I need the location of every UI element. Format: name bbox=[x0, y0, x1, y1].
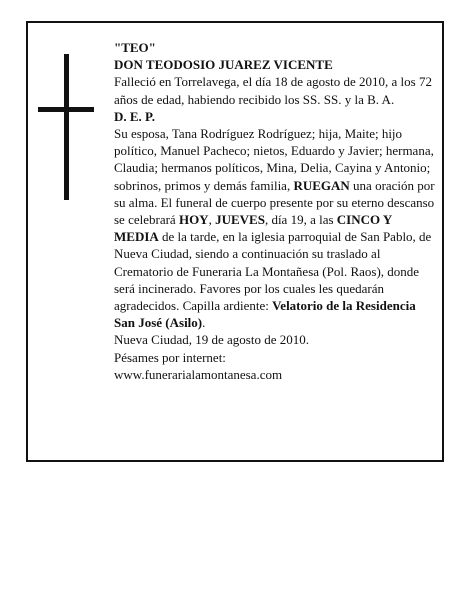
chapel-location: Velatorio de la Residencia San José (Asilo) bbox=[114, 298, 416, 331]
condolences-label: Pésames por internet: bbox=[114, 349, 226, 365]
nickname: "TEO" bbox=[114, 40, 156, 55]
death-announcement: Falleció en Torrelavega, el día 18 de agosto de 2010, a los 72 años de edad, habiendo recibido los SS. SS. y la B. A. bbox=[114, 74, 432, 107]
separator-comma: , bbox=[208, 212, 216, 228]
day-text: , día 19, a las bbox=[264, 212, 337, 228]
place-date: Nueva Ciudad, 19 de agosto de 2010. bbox=[114, 332, 309, 348]
hoy-word: HOY bbox=[178, 212, 209, 228]
prayer-text: una oración por su alma. El funeral de cuerpo presente por su eterno descanso se celebrará bbox=[114, 177, 435, 228]
deceased-name: DON TEODOSIO JUAREZ VICENTE bbox=[114, 57, 333, 73]
cross-vertical-bar bbox=[64, 54, 69, 200]
jueves-word: JUEVES bbox=[215, 212, 265, 228]
cross-horizontal-bar bbox=[38, 107, 94, 112]
ruegan-word: RUEGAN bbox=[293, 177, 350, 193]
dep-line: D. E. P. bbox=[114, 108, 156, 124]
cross-icon bbox=[38, 54, 94, 200]
funeral-time: CINCO Y MEDIA bbox=[114, 212, 392, 245]
obituary-text bbox=[114, 39, 436, 383]
family-list: Su esposa, Tana Rodríguez Rodríguez; hija, Maite; hijo político, Manuel Pacheco; nietos, Eduardo y Javier; hermana, Claudia; hermanos políticos, Mina, Delia, Cayina y Antonio; sobrinos, primos y demás familia, bbox=[114, 126, 434, 193]
obituary-notice bbox=[26, 21, 444, 462]
ceremony-text: de la tarde, en la iglesia parroquial de San Pablo, de Nueva Ciudad, siendo a continuación su traslado al Crematorio de Funeraria La Montañesa (Pol. Raos), donde será incinerado. Favores por los cuales les quedarán agradecidos. Capilla ardiente: bbox=[114, 229, 432, 314]
chapel-end: . bbox=[202, 315, 206, 331]
funeral-home-website[interactable]: www.funerarialamontanesa.com bbox=[114, 366, 283, 382]
family-paragraph bbox=[114, 125, 436, 331]
